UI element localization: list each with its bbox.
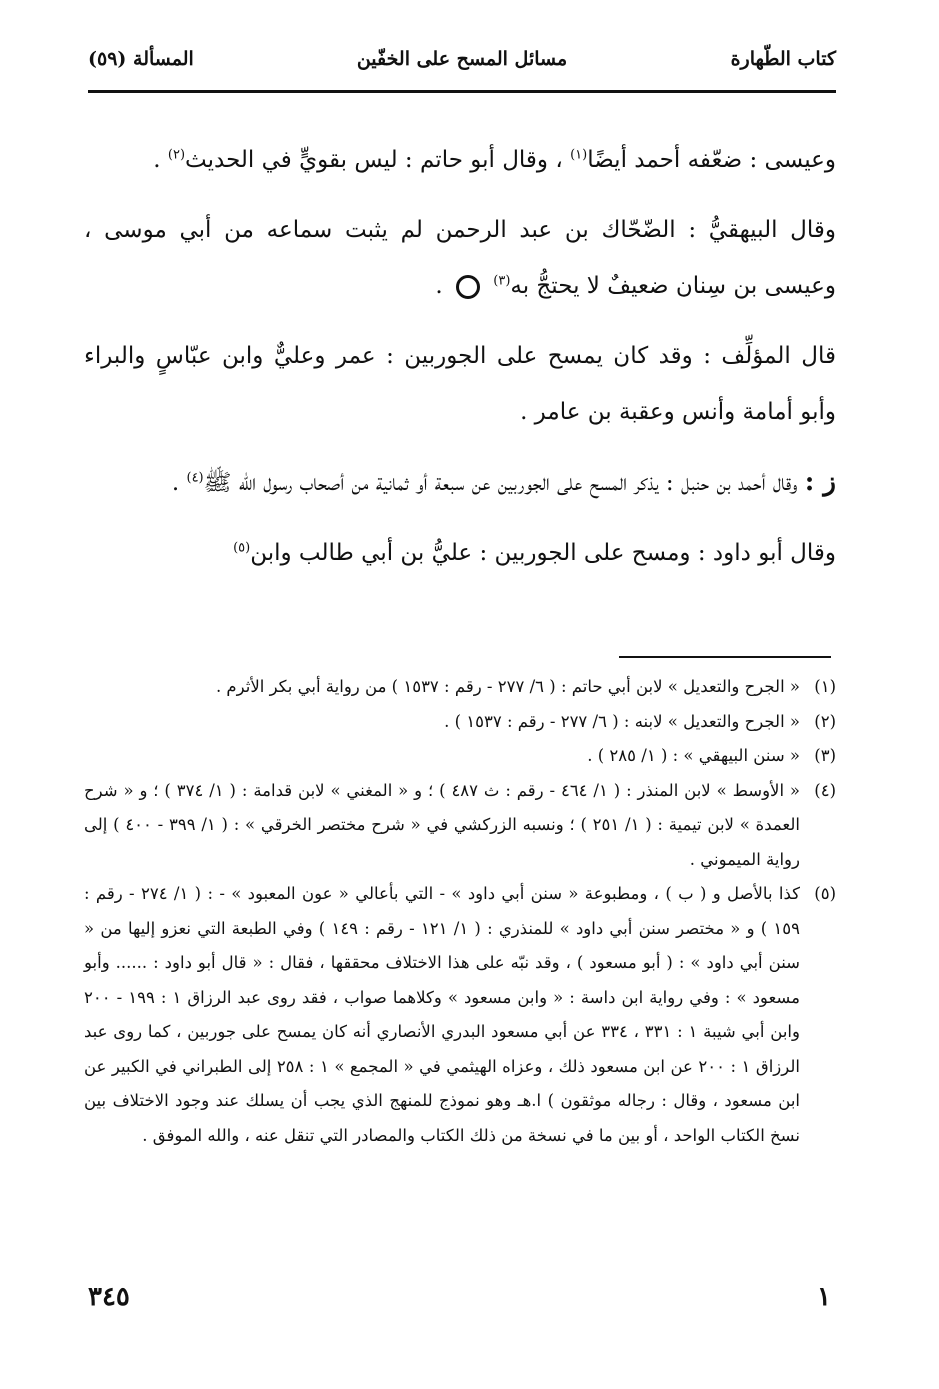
paragraph-1-text-c: . bbox=[153, 147, 161, 173]
addition-mark: ز : bbox=[804, 467, 836, 497]
footnote-item bbox=[84, 877, 836, 1153]
paragraph-3-text: قال المؤلِّف : وقد كان يمسح على الجوربين : عمر وعليٌّ وابن عبّاسٍ والبراء وأبو أمامة وأنس وعقبة بن عامر . bbox=[84, 343, 836, 425]
end-of-quote-circle-icon bbox=[456, 275, 480, 299]
footnote-number: (٢) bbox=[814, 711, 836, 731]
paragraph-2-text-c: . bbox=[435, 273, 443, 299]
footnote-ref-3: (٣) bbox=[493, 273, 511, 289]
main-text bbox=[84, 132, 836, 595]
footnote-item bbox=[84, 705, 836, 740]
footnote-text: « سنن البيهقي » : ( ١/ ٢٨٥ ) . bbox=[587, 746, 800, 765]
footnote-number: (٤) bbox=[814, 780, 836, 800]
paragraph-1-text-a: وعيسى : ضعّفه أحمد أيضًا bbox=[587, 147, 836, 173]
footnote-item bbox=[84, 774, 836, 878]
paragraph-4-text-a: وقال أحمد بن حنبل : يذكر المسح على الجوربين عن سبعة أو ثمانية من أصحاب رسول الله ﷺ bbox=[203, 470, 798, 496]
paragraph-5-text: وقال أبو داود : ومسح على الجوربين : عليُّ بن أبي طالب وابن bbox=[250, 540, 836, 566]
footnote-item bbox=[84, 670, 836, 705]
footnote-number: (٥) bbox=[814, 884, 836, 903]
header-issue-number: المسألة (٥٩) bbox=[88, 48, 194, 70]
footnote-ref-5: (٥) bbox=[233, 540, 251, 556]
paragraph-1-text-b: ، وقال أبو حاتم : ليس بقويٍّ في الحديث bbox=[185, 147, 563, 173]
footnote-ref-2: (٢) bbox=[167, 147, 186, 163]
running-header bbox=[88, 40, 836, 80]
paragraph-2-text-a: وقال البيهقيُّ : الضّحّاك بن عبد الرحمن لم يثبت سماعه من أبي موسى ، وعيسى بن سِنان ضعيفٌ لا يحتجُّ به bbox=[84, 217, 836, 299]
footnote-number: (٣) bbox=[814, 746, 836, 765]
footnotes bbox=[84, 670, 836, 1153]
footnote-item bbox=[84, 739, 836, 774]
footnote-text: كذا بالأصل و ( ب ) ، ومطبوعة « سنن أبي داود » - التي بأعالي « عون المعبود » - : ( ١/ ٢٧٤ - رقم : ١٥٩ ) و « مختصر سنن أبي داود » للمنذري : ( ١/ ١٢١ - رقم : ١٤٩ ) وفي الطبعة التي نعزو إليها من « سنن أبي داود » : ( أبو مسعود ) ، وقد نبّه على هذا الاختلاف محققها ، فقال : « قال أبو داود : ...... وأبو مسعود » : وفي رواية ابن داسة : « وابن مسعود » وكلاهما صواب ، فقد روى عبد الرزاق ١ : ١٩٩ - ٢٠٠ وابن أبي شيبة ١ : ٣٣١ ، ٣٣٤ عن أبي مسعود البدري الأنصاري أنه كان يمسح على جوربين ، كما روى عبد الرزاق ١ : ٢٠٠ عن ابن مسعود ذلك ، وعزاه الهيثمي في « المجمع » ١ : ٢٥٨ إلى الطبراني في الكبير عن ابن مسعود ، وقال : رجاله موثقون ) ا.هـ وهو نموذج للمنهج الذي يجب أن يسلك عند وجود الاختلاف بين نسخ الكتاب الواحد ، أو بين ما في نسخة من ذلك الكتاب والمصادر التي تنقل عنه ، والله الموفق . bbox=[84, 884, 801, 1145]
volume-number: ١ bbox=[817, 1282, 831, 1312]
page-number: ٣٤٥ bbox=[88, 1282, 130, 1312]
header-rule bbox=[88, 90, 836, 93]
footnote-text: « الأوسط » لابن المنذر : ( ١/ ٤٦٤ - رقم : ث ٤٨٧ ) ؛ و « المغني » لابن قدامة : ( ١/ ٣٧٤ ) ؛ و « شرح العمدة » لابن تيمية : ( ١/ ٢٥١ ) ؛ ونسبه الزركشي في « شرح مختصر الخرقي » : ( ١/ ٣٩٩ - ٤٠٠ ) إلى رواية الميموني . bbox=[84, 780, 801, 869]
paragraph-4 bbox=[84, 454, 836, 511]
footnote-text: « الجرح والتعديل » لابن أبي حاتم : ( ٦/ ٢٧٧ - رقم : ١٥٣٧ ) من رواية أبي بكر الأثرم . bbox=[215, 677, 800, 696]
paragraph-2 bbox=[84, 202, 836, 314]
footnote-rule bbox=[619, 656, 831, 658]
footnote-ref-4: (٤) bbox=[186, 470, 204, 486]
footnote-text: « الجرح والتعديل » لابنه : ( ٦/ ٢٧٧ - رقم : ١٥٣٧ ) . bbox=[444, 711, 800, 731]
footnote-number: (١) bbox=[814, 677, 836, 696]
paragraph-1 bbox=[84, 132, 836, 188]
header-chapter-title: مسائل المسح على الخفّين bbox=[356, 48, 568, 70]
footnote-ref-1: (١) bbox=[570, 147, 588, 163]
paragraph-5 bbox=[84, 525, 836, 581]
paragraph-3 bbox=[84, 328, 836, 440]
paragraph-4-text-c: . bbox=[171, 470, 180, 496]
header-book-title: كتاب الطّهارة bbox=[730, 48, 836, 70]
